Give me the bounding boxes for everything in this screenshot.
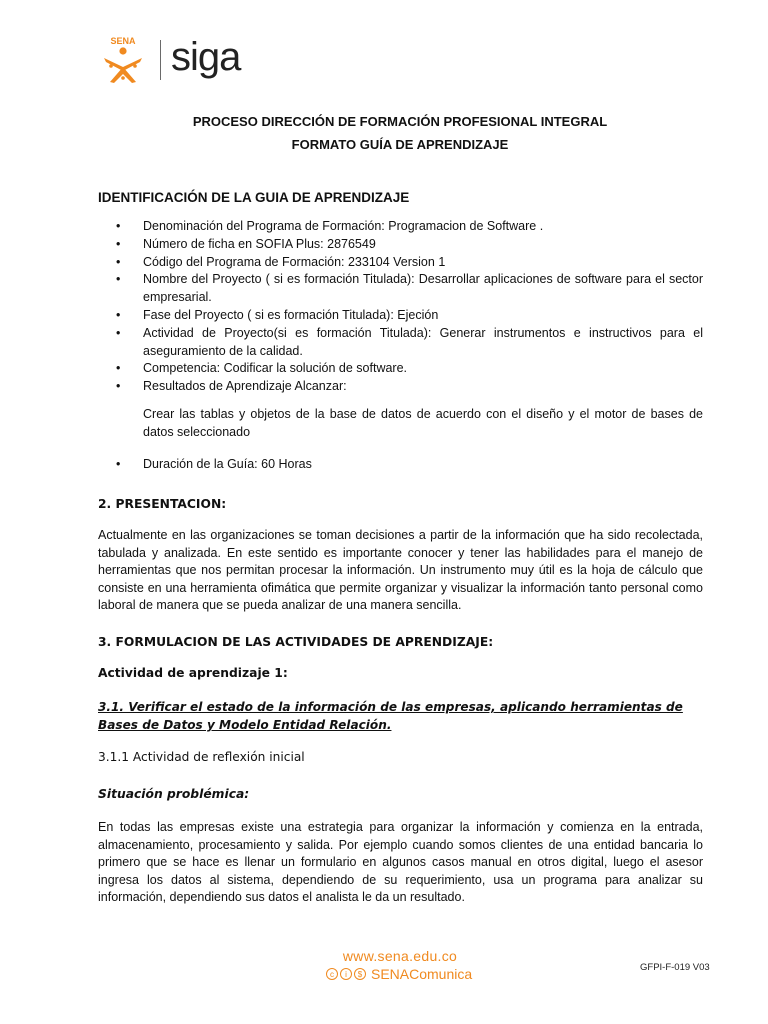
creative-commons-icon: c	[326, 968, 338, 980]
format-title: FORMATO GUÍA DE APRENDIZAJE	[291, 137, 509, 152]
footer-social	[326, 966, 472, 982]
learning-result-text: Crear las tablas y objetos de la base de datos de acuerdo con el diseño y el motor de bases de datos seleccionado	[143, 406, 703, 439]
header-logos	[96, 34, 240, 86]
logo-divider	[160, 40, 161, 80]
attribution-icon: i	[340, 968, 352, 980]
list-item-duration: • Duración de la Guía: 60 Horas	[116, 456, 312, 471]
activity-title: 3.1. Verificar el estado de la información de las empresas, aplicando herramientas de Bases de Datos y Modelo Entidad Relación.	[98, 700, 683, 732]
sub-activity-heading: 3.1.1 Actividad de reflexión inicial	[98, 750, 305, 764]
list-item: • Nombre del Proyecto ( si es formación Titulada): Desarrollar aplicaciones de software para el sector empresarial.	[116, 272, 703, 305]
situation-heading: Situación problémica:	[98, 787, 250, 801]
identification-heading: IDENTIFICACIÓN DE LA GUIA DE APRENDIZAJE	[98, 190, 410, 205]
formulation-heading: 3. FORMULACION DE LAS ACTIVIDADES DE APRENDIZAJE:	[98, 635, 494, 649]
process-title: PROCESO DIRECCIÓN DE FORMACIÓN PROFESIONAL INTEGRAL	[192, 114, 608, 129]
presentation-text: Actualmente en las organizaciones se toman decisiones a partir de la información que ha sido recolectada, tabulada y analizada. En este sentido es importante conocer y tener las habilidades para el manejo de herramientas que nos permitan procesar la información. Un instrumento muy útil es la hoja de cálculo que consiste en una herramienta ofimática que permite organizar y visualizar la información tanto personal como laboral de manera que se pueda analizar de una manera sencilla.	[98, 528, 703, 613]
svg-text:SENA: SENA	[110, 36, 136, 46]
identification-list	[98, 218, 703, 473]
list-item: • Denominación del Programa de Formación: Programacion de Software .	[116, 219, 544, 233]
noncommercial-icon: $	[354, 968, 366, 980]
list-item: • Competencia: Codificar la solución de software.	[116, 361, 408, 376]
list-item: • Fase del Proyecto ( si es formación Titulada): Ejeción	[116, 307, 439, 322]
list-item: • Número de ficha en SOFIA Plus: 2876549	[116, 236, 376, 251]
activity-heading: Actividad de aprendizaje 1:	[98, 666, 288, 680]
list-item: • Actividad de Proyecto(si es formación Titulada): Generar instrumentos e instructivos para el aseguramiento de la calidad.	[116, 325, 703, 358]
siga-logo: siga	[171, 35, 241, 79]
list-item: • Código del Programa de Formación: 233104 Version 1	[116, 254, 446, 269]
presentation-heading: 2. PRESENTACION:	[98, 497, 227, 511]
footer-website: www.sena.edu.co	[342, 948, 458, 964]
social-label: SENAComunica	[371, 966, 473, 982]
list-item: • Resultados de Aprendizaje Alcanzar:	[116, 379, 347, 394]
sena-logo	[96, 34, 150, 86]
situation-text: En todas las empresas existe una estrategia para organizar la información y comienza en la entrada, almacenamiento, procesamiento y salida. Por ejemplo cuando somos clientes de una entidad bancaria lo primero que se hace es llenar un formulario en algunos casos manual en otros digital, luego el asesor ingresa los datos al sistema, dependiendo de su requerimiento, usa un programa para analizar su información, dependiendo sus datos el analista le da un resultado.	[98, 820, 703, 905]
form-code: GFPI-F-019 V03	[640, 962, 710, 973]
